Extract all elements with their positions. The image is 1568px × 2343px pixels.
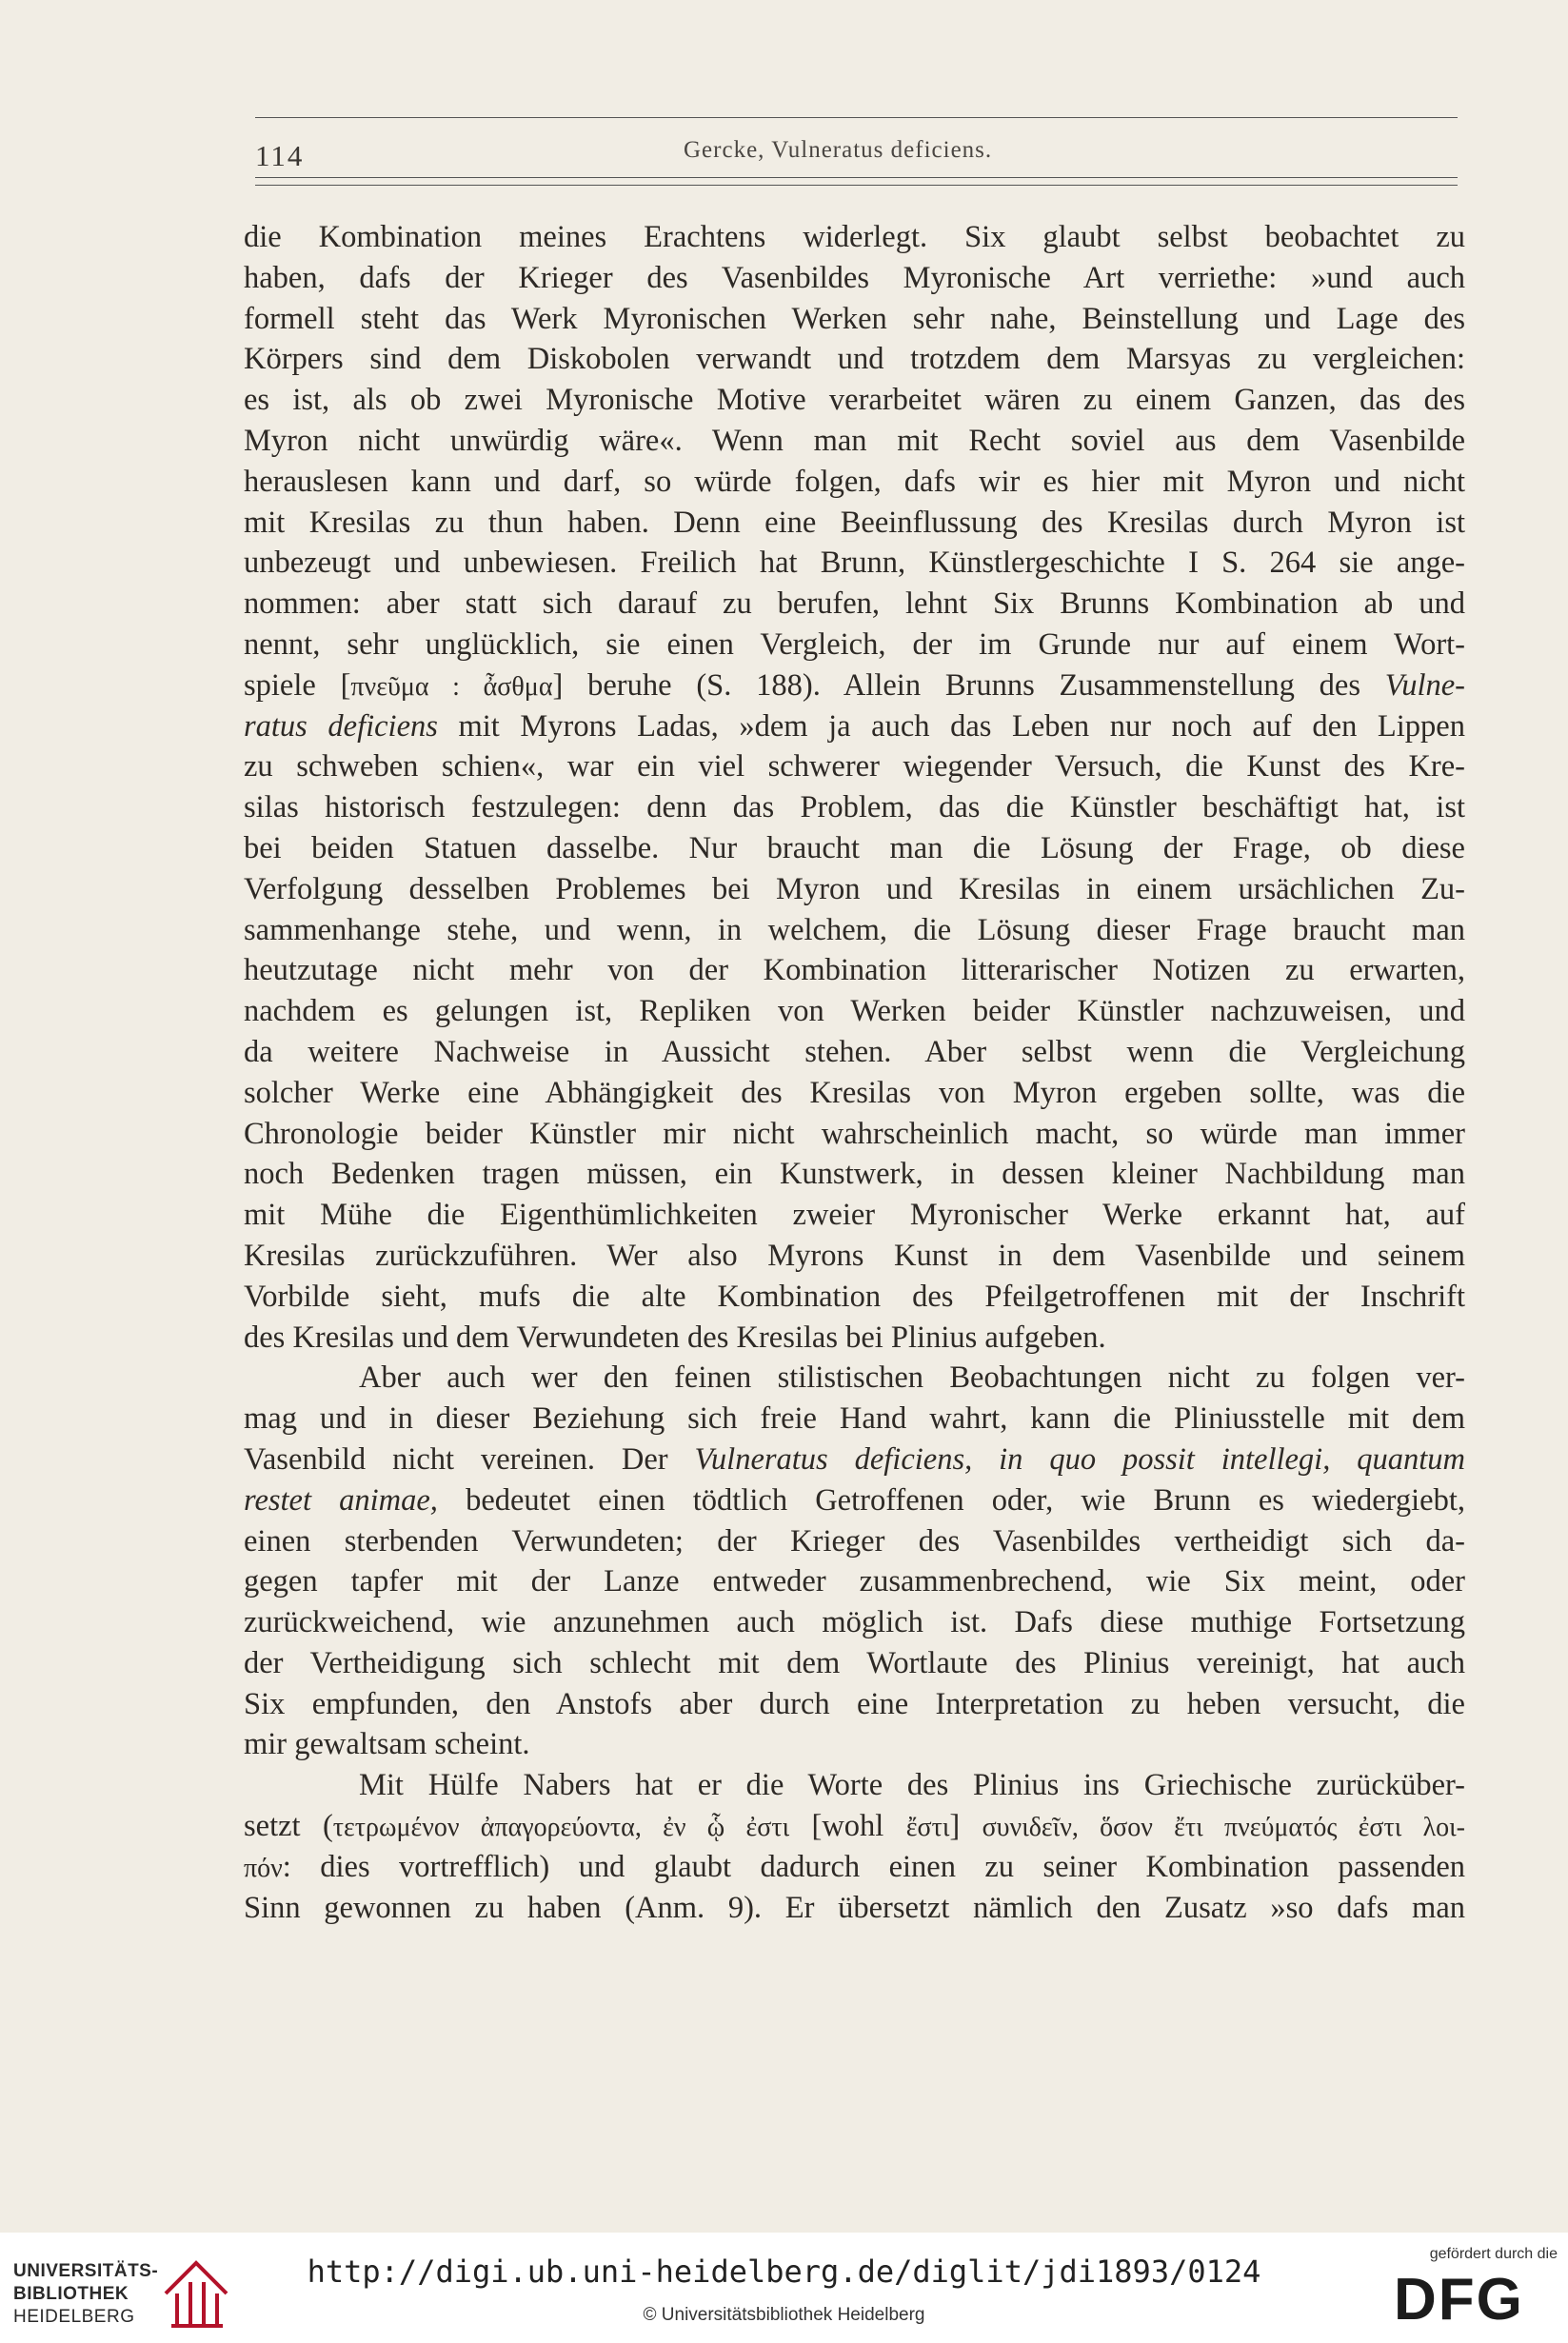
text-segment: bedeutet einen tödtlich Getroffenen oder, wie Brunn es wiedergiebt, — [437, 1482, 1465, 1518]
text-segment: haben, dafs der Krieger des Vasenbildes Myronische Art verriethe: »und auch — [244, 260, 1465, 295]
text-segment: zu schweben schien«, war ein viel schwerer wiegender Versuch, die Kunst des Kre- — [244, 749, 1465, 784]
text-segment: da weitere Nachweise in Aussicht stehen. Aber selbst wenn die Vergleichung — [244, 1034, 1465, 1069]
text-segment: ] beruhe (S. 188). Allein Brunns Zusammenstellung des — [552, 667, 1385, 703]
text-segment: Mit Hülfe Nabers hat er die Worte des Plinius ins Griechische zurücküber- — [359, 1768, 1465, 1803]
text-segment: Vorbilde sieht, mufs die alte Kombination des Pfeilgetroffenen mit der Inschrift — [244, 1279, 1465, 1314]
text-segment: mit Mühe die Eigenthümlichkeiten zweier Myronischer Werke erkannt hat, auf — [244, 1198, 1465, 1233]
text-segment: Myron nicht unwürdig wäre«. Wenn man mit Recht soviel aus dem Vasenbilde — [244, 423, 1465, 458]
text-line — [244, 665, 1465, 706]
text-segment: die Kombination meines Erachtens widerlegt. Six glaubt selbst beobachtet zu — [244, 220, 1465, 254]
text-line — [244, 1073, 1465, 1114]
text-segment: herauslesen kann und darf, so würde folgen, dafs wir es hier mit Myron und nicht — [244, 464, 1465, 499]
header-rule-bottom — [255, 177, 1458, 178]
italic-segment: Vulneratus deficiens, in quo possit intellegi, quantum — [694, 1441, 1465, 1477]
text-segment: mit Myrons Ladas, »dem ja auch das Leben nur noch auf den Lippen — [437, 708, 1465, 744]
text-line — [244, 625, 1465, 665]
text-line — [244, 746, 1465, 787]
text-segment: des Kresilas und dem Verwundeten des Kresilas bei Plinius aufgeben. — [244, 1320, 1106, 1355]
text-line — [244, 1440, 1465, 1480]
permalink-url[interactable]: http://digi.ub.uni-heidelberg.de/diglit/jdi1893/0124 — [307, 2254, 1261, 2290]
text-line — [244, 1602, 1465, 1643]
text-segment: silas historisch festzulegen: denn das Problem, das die Künstler beschäftigt hat, ist — [244, 790, 1465, 825]
text-segment: solcher Werke eine Abhängigkeit des Kresilas von Myron ergeben sollte, was die — [244, 1075, 1465, 1110]
italic-segment: ratus deficiens — [244, 708, 438, 744]
body-text — [244, 217, 1465, 1928]
funder-label: gefördert durch die — [1429, 2246, 1558, 2262]
dfg-logo: DFG — [1394, 2267, 1524, 2333]
text-line — [244, 828, 1465, 869]
text-line — [244, 339, 1465, 380]
text-line — [244, 503, 1465, 544]
greek-segment: ἔστι — [905, 1813, 950, 1843]
text-segment: Six empfunden, den Anstofs aber durch eine Interpretation zu heben versucht, die — [244, 1686, 1465, 1721]
text-line — [244, 258, 1465, 299]
text-segment: unbezeugt und unbewiesen. Freilich hat Brunn, Künstlergeschichte I S. 264 sie ange- — [244, 546, 1465, 581]
text-line — [244, 1480, 1465, 1521]
text-segment: mir gewaltsam scheint. — [244, 1727, 530, 1762]
text-line — [244, 1684, 1465, 1725]
text-line — [244, 1561, 1465, 1602]
text-line — [244, 1765, 1465, 1806]
text-line — [244, 787, 1465, 828]
header-rule-bottom-double — [255, 185, 1458, 186]
text-segment: zurückweichend, wie anzunehmen auch möglich ist. Dafs diese muthige Fortsetzung — [244, 1605, 1465, 1640]
text-line — [244, 1358, 1465, 1399]
text-line — [244, 1888, 1465, 1929]
text-line — [244, 1114, 1465, 1155]
italic-segment: Vulne- — [1384, 667, 1465, 703]
text-segment: sammenhange stehe, und wenn, in welchem, die Lösung dieser Frage braucht man — [244, 912, 1465, 947]
text-line — [244, 462, 1465, 503]
italic-segment: restet animae, — [244, 1482, 438, 1518]
text-segment: Körpers sind dem Diskobolen verwandt und trotzdem dem Marsyas zu vergleichen: — [244, 342, 1465, 377]
greek-segment: πνεῦμα : ἆσθμα — [350, 671, 553, 702]
text-segment: Sinn gewonnen zu haben (Anm. 9). Er übersetzt nämlich den Zusatz »so dafs man — [244, 1890, 1465, 1925]
text-line — [244, 1724, 1465, 1765]
text-line — [244, 380, 1465, 421]
text-line — [244, 1277, 1465, 1318]
text-segment: nommen: aber statt sich darauf zu berufen, lehnt Six Brunns Kombination ab und — [244, 586, 1465, 622]
greek-segment: πόν — [244, 1853, 283, 1883]
library-name-line3: HEIDELBERG — [13, 2307, 135, 2327]
greek-segment: συνιδεῖν, ὅσον ἔτι πνεύματός ἐστι λοι- — [982, 1813, 1466, 1843]
text-segment: Aber auch wer den feinen stilistischen Beobachtungen nicht zu folgen ver- — [359, 1360, 1465, 1396]
copyright-notice: © Universitätsbibliothek Heidelberg — [643, 2305, 925, 2325]
library-name-line1: UNIVERSITÄTS- — [13, 2261, 159, 2281]
text-segment: Chronologie beider Künstler mir nicht wahrscheinlich macht, so würde man immer — [244, 1116, 1465, 1151]
text-segment: [wohl — [789, 1809, 906, 1844]
text-line — [244, 1032, 1465, 1073]
text-line — [244, 1154, 1465, 1195]
text-line — [244, 1399, 1465, 1440]
text-segment: Verfolgung desselben Problemes bei Myron und Kresilas in einem ursächlichen Zu- — [244, 871, 1465, 906]
text-segment: setzt ( — [244, 1809, 333, 1844]
text-segment: gegen tapfer mit der Lanze entweder zusammenbrechend, wie Six meint, oder — [244, 1564, 1465, 1599]
library-name-line2: BIBLIOTHEK — [13, 2284, 129, 2304]
running-title: Gercke, Vulneratus deficiens. — [684, 137, 993, 163]
header-rule-top — [255, 117, 1458, 118]
text-segment: Kresilas zurückzuführen. Wer also Myrons Kunst in dem Vasenbilde und seinem — [244, 1238, 1465, 1273]
text-line — [244, 1806, 1465, 1847]
text-line — [244, 869, 1465, 910]
page-number: 114 — [255, 139, 305, 172]
text-segment: nachdem es gelungen ist, Repliken von Werken beider Künstler nachzuweisen, und — [244, 994, 1465, 1029]
dfg-funder-block[interactable] — [1386, 2246, 1558, 2337]
text-segment: mag und in dieser Beziehung sich freie Hand wahrt, kann die Pliniusstelle mit dem — [244, 1401, 1465, 1437]
text-segment: der Vertheidigung sich schlecht mit dem Wortlaute des Plinius vereinigt, hat auch — [244, 1645, 1465, 1680]
text-line — [244, 1236, 1465, 1277]
text-line — [244, 1847, 1465, 1888]
text-line — [244, 950, 1465, 991]
text-segment: mit Kresilas zu thun haben. Denn eine Beeinflussung des Kresilas durch Myron ist — [244, 505, 1465, 540]
text-segment: bei beiden Statuen dasselbe. Nur braucht man die Lösung der Frage, ob diese — [244, 830, 1465, 865]
text-segment: : dies vortrefflich) und glaubt dadurch einen zu seiner Kombination passenden — [282, 1849, 1465, 1884]
text-line — [244, 1643, 1465, 1684]
text-segment: nennt, sehr unglücklich, sie einen Vergleich, der im Grunde nur auf einem Wort- — [244, 626, 1465, 662]
text-line — [244, 991, 1465, 1032]
text-line — [244, 1195, 1465, 1236]
text-line — [244, 910, 1465, 951]
text-segment: ] — [949, 1809, 982, 1844]
text-line — [244, 421, 1465, 462]
text-segment: spiele [ — [244, 667, 351, 703]
text-segment: heutzutage nicht mehr von der Kombination litterarischer Notizen zu erwarten, — [244, 953, 1465, 988]
text-line — [244, 584, 1465, 625]
text-segment: noch Bedenken tragen müssen, ein Kunstwerk, in dessen kleiner Nachbildung man — [244, 1157, 1465, 1192]
text-line — [244, 1318, 1465, 1359]
text-line — [244, 217, 1465, 258]
text-line — [244, 1521, 1465, 1562]
greek-segment: τετρωμένον ἀπαγορεύοντα, ἐν ᾧ ἐστι — [332, 1813, 790, 1843]
text-line — [244, 706, 1465, 747]
text-line — [244, 299, 1465, 340]
viewer-footer — [0, 2233, 1568, 2343]
text-line — [244, 543, 1465, 584]
text-segment: es ist, als ob zwei Myronische Motive verarbeitet wären zu einem Ganzen, das des — [244, 383, 1465, 418]
text-segment: Vasenbild nicht vereinen. Der — [244, 1441, 695, 1477]
text-segment: formell steht das Werk Myronischen Werken sehr nahe, Beinstellung und Lage des — [244, 301, 1465, 336]
text-segment: einen sterbenden Verwundeten; der Krieger des Vasenbildes vertheidigt sich da- — [244, 1523, 1465, 1559]
